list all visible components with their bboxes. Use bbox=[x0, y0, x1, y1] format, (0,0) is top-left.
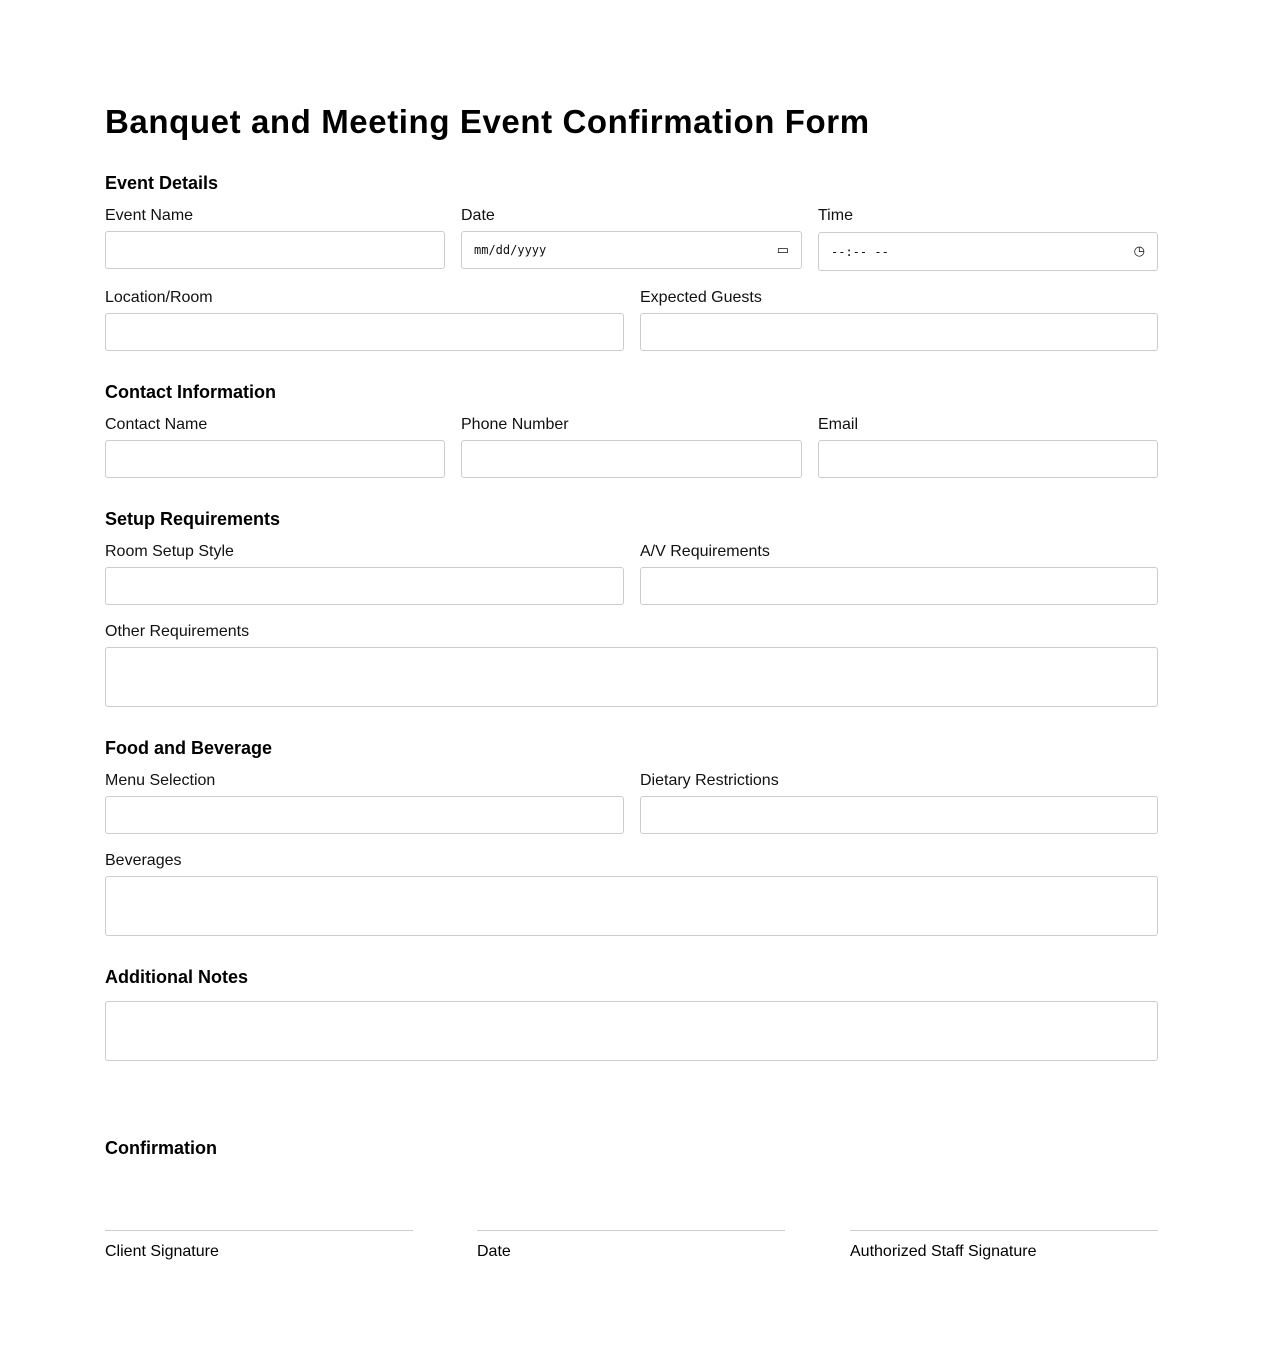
section-contact: Contact Information bbox=[105, 382, 276, 402]
contact-name-label: Contact Name bbox=[105, 416, 208, 433]
date-input[interactable] bbox=[461, 231, 802, 269]
event-name-input[interactable] bbox=[105, 231, 445, 269]
location-label: Location/Room bbox=[105, 289, 213, 306]
staff-signature-label: Authorized Staff Signature bbox=[850, 1243, 1037, 1260]
guests-label: Expected Guests bbox=[640, 289, 762, 306]
page-title: Banquet and Meeting Event Confirmation Form bbox=[105, 103, 870, 140]
email-input[interactable] bbox=[818, 440, 1158, 478]
location-input[interactable] bbox=[105, 313, 624, 351]
email-label: Email bbox=[818, 416, 859, 433]
dietary-label: Dietary Restrictions bbox=[640, 772, 779, 789]
phone-label: Phone Number bbox=[461, 416, 569, 433]
section-food: Food and Beverage bbox=[105, 738, 273, 758]
beverages-textarea[interactable] bbox=[105, 876, 1158, 936]
section-confirmation: Confirmation bbox=[105, 1138, 217, 1158]
beverages-label: Beverages bbox=[105, 852, 182, 869]
time-input[interactable] bbox=[818, 232, 1158, 271]
other-requirements-textarea[interactable] bbox=[105, 647, 1158, 707]
section-event-details: Event Details bbox=[105, 173, 219, 193]
time-label: Time bbox=[818, 207, 853, 224]
time-placeholder: --:-- -- bbox=[831, 245, 889, 259]
confirmation-date-label: Date bbox=[477, 1243, 511, 1260]
date-signature-line[interactable] bbox=[477, 1230, 785, 1231]
menu-label: Menu Selection bbox=[105, 772, 216, 789]
section-notes: Additional Notes bbox=[105, 967, 248, 987]
guests-input[interactable] bbox=[640, 313, 1158, 351]
phone-input[interactable] bbox=[461, 440, 802, 478]
client-signature-label: Client Signature bbox=[105, 1243, 219, 1260]
room-setup-label: Room Setup Style bbox=[105, 543, 234, 560]
date-label: Date bbox=[461, 207, 495, 224]
av-input[interactable] bbox=[640, 567, 1158, 605]
room-setup-input[interactable] bbox=[105, 567, 624, 605]
contact-name-input[interactable] bbox=[105, 440, 445, 478]
av-label: A/V Requirements bbox=[640, 543, 770, 560]
date-placeholder: mm/dd/yyyy bbox=[474, 243, 547, 257]
event-name-label: Event Name bbox=[105, 207, 194, 224]
section-setup: Setup Requirements bbox=[105, 509, 281, 529]
calendar-icon[interactable]: ▭ bbox=[776, 242, 789, 257]
notes-textarea[interactable] bbox=[105, 1001, 1158, 1061]
clock-icon[interactable]: ◷ bbox=[1133, 243, 1145, 258]
dietary-input[interactable] bbox=[640, 796, 1158, 834]
client-signature-line[interactable] bbox=[105, 1230, 413, 1231]
staff-signature-line[interactable] bbox=[850, 1230, 1158, 1231]
other-requirements-label: Other Requirements bbox=[105, 623, 250, 640]
menu-input[interactable] bbox=[105, 796, 624, 834]
